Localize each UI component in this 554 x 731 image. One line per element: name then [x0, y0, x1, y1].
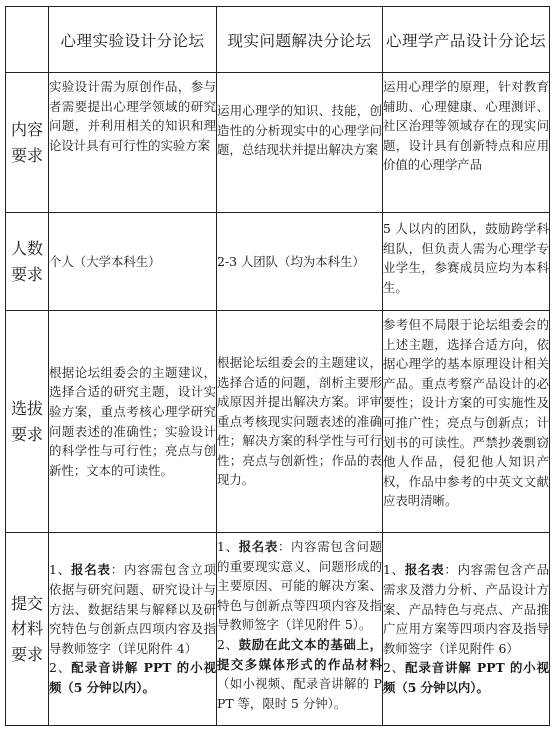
selection-experiment-design: 根据论坛组委会的主题建议，选择合适的研究主题，设计实验方案，重点考核心理学研究问题表述的准确性；实验设计的科学性与可行性；亮点与创新性；文本的可读性。	[49, 311, 217, 533]
corner-cell	[6, 7, 49, 73]
selection-criteria-row	[6, 311, 550, 533]
selection-real-problem-solving: 根据论坛组委会的主题建议，选择合适的问题，剖析主要形成原因并提出解决方案。评审重点考核现实问题表述的准确性；解决方案的科学性与可行性；亮点与创新性；作品的表现力。	[217, 311, 383, 533]
column-header-real-problem-solving: 现实问题解决分论坛	[217, 7, 383, 73]
header-row	[6, 7, 550, 73]
content-product-design: 运用心理学的原理，针对教育辅助、心理健康、心理测评、社区治理等领域存在的现实问题，设计具有创新特点和应用价值的心理学产品	[383, 73, 550, 213]
selection-product-design: 参考但不局限于论坛组委会的上述主题，选择合适方向，依据心理学的基本原理设计相关产品。重点考察产品设计的必要性；设计方案的可实施性及可推广性；亮点与创新点；计划书的可读性。严禁抄袭剽窃他人作品，侵犯他人知识产权，作品中参考的中英文文献应表明清晰。	[383, 311, 550, 533]
column-header-experiment-design: 心理实验设计分论坛	[49, 7, 217, 73]
team-size-real-problem-solving: 2-3 人团队（均为本科生）	[217, 213, 383, 311]
submission-item-2: 2、配录音讲解 PPT 的小视频（5 分钟以内）。	[383, 660, 550, 695]
content-real-problem-solving: 运用心理学的知识、技能，创造性的分析现实中的心理学问题，总结现状并提出解决方案	[217, 73, 383, 213]
team-size-product-design: 5 人以内的团队，鼓励跨学科组队，但负责人需为心理学专业学生，参赛成员应均为本科生。	[383, 213, 550, 311]
team-size-row	[6, 213, 550, 311]
submission-item-2: 2、鼓励在此文本的基础上，提交多媒体形式的作品材料（如小视频、配录音讲解的 PPT 等，限时 5 分钟）。	[217, 636, 383, 711]
row-header-content: 内容 要求	[6, 73, 49, 213]
team-size-experiment-design: 个人（大学本科生）	[49, 213, 217, 311]
submission-product-design	[383, 533, 550, 726]
row-header-submission: 提交 材料 要求	[6, 533, 49, 726]
submission-item-1: 1、报名表：内容需包含问题的重要现实意义、问题形成的主要原因、可能的解决方案、特色与创新点等四项内容及指导教师签字（详见附件 5）。	[217, 539, 383, 633]
row-header-team-size: 人数 要求	[6, 213, 49, 311]
content-requirements-row	[6, 73, 550, 213]
row-header-selection: 选拔 要求	[6, 311, 49, 533]
forum-requirements-table	[5, 6, 550, 726]
submission-experiment-design	[49, 533, 217, 726]
submission-item-1: 1、报名表：内容需包含产品需求及潜力分析、产品设计方案、产品特色与亮点、产品推广应用方案等四项内容及指导教师签字（详见附件 6）	[383, 562, 550, 656]
column-header-product-design: 心理学产品设计分论坛	[383, 7, 550, 73]
submission-item-2: 2、配录音讲解 PPT 的小视频（5 分钟以内）。	[49, 660, 216, 695]
submission-item-1: 1、报名表：内容需包含立项依据与研究问题、研究设计与方法、数据结果与解释以及研究特色与创新点四项内容及指导教师签字（详见附件 4）	[49, 562, 217, 656]
submission-materials-row	[6, 533, 550, 726]
content-experiment-design: 实验设计需为原创作品，参与者需要提出心理学领域的研究问题，并利用相关的知识和理论设计具有可行性的实验方案	[49, 73, 217, 213]
submission-real-problem-solving	[217, 533, 383, 726]
